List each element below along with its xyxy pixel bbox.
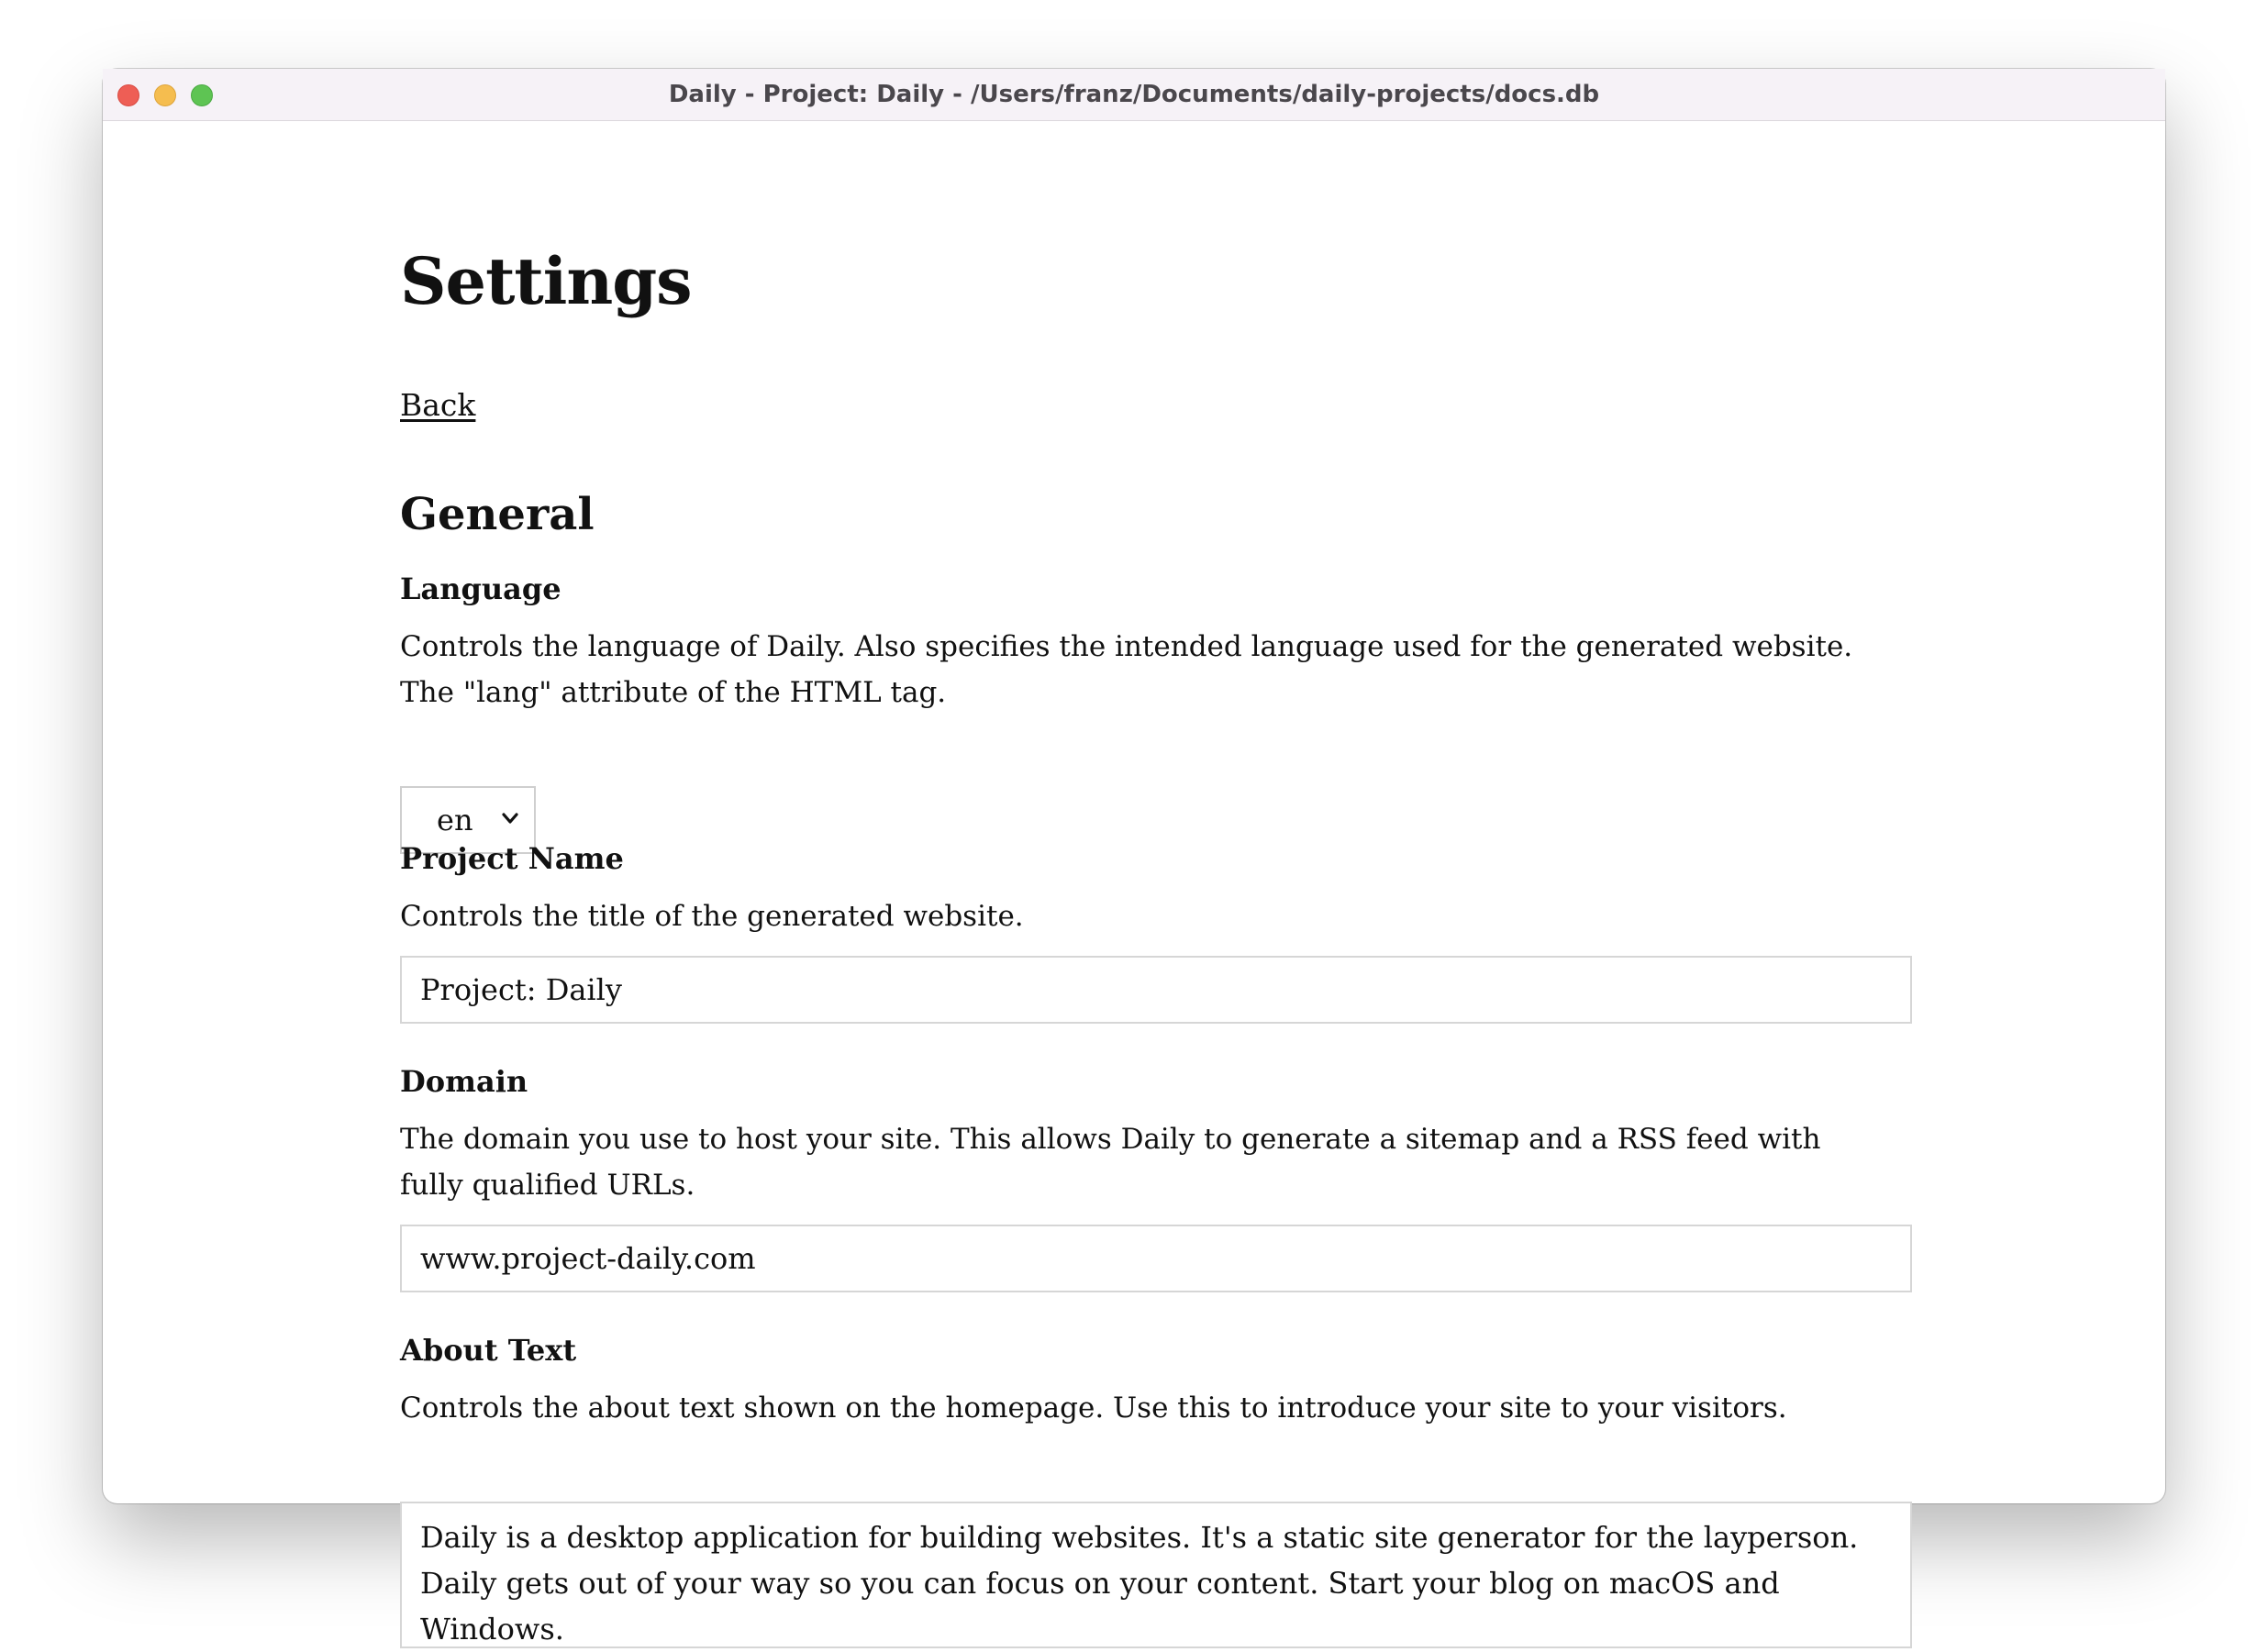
about-text-description: Controls the about text shown on the homepage. Use this to introduce your site to your visitors. <box>400 1391 1787 1425</box>
project-name-input-value: Project: Daily <box>420 972 622 1007</box>
about-text-label: About Text <box>400 1333 577 1368</box>
page-title: Settings <box>400 243 692 319</box>
section-title-general: General <box>400 489 595 540</box>
chevron-down-icon <box>499 807 521 829</box>
domain-label: Domain <box>400 1064 528 1099</box>
domain-input[interactable] <box>400 1225 1912 1292</box>
language-description: Controls the language of Daily. Also specifies the intended language used for the generated website. The "lang" attribute of the HTML tag. <box>400 630 1853 709</box>
window-title: Daily - Project: Daily - /Users/franz/Documents/daily-projects/docs.db <box>668 81 1600 108</box>
project-name-label: Project Name <box>400 841 624 876</box>
domain-description: The domain you use to host your site. This allows Daily to generate a sitemap and a RSS feed with fully qualified URLs. <box>400 1123 1821 1202</box>
settings-page <box>400 121 1912 1646</box>
language-select-value: en <box>437 803 473 837</box>
project-name-input[interactable] <box>400 956 1912 1024</box>
project-name-description: Controls the title of the generated website. <box>400 900 1024 933</box>
language-label: Language <box>400 571 561 606</box>
app-window <box>103 69 2165 1646</box>
domain-input-value: www.project-daily.com <box>420 1241 756 1276</box>
title-bar[interactable] <box>103 69 2165 121</box>
about-text-textarea[interactable]: Daily is a desktop application for building websites. It's a static site generator for the layperson. Daily gets out of your way so you can focus on your content. Start your blog on macOS and Windows. <box>400 1502 1912 1648</box>
back-link[interactable]: Back <box>400 387 476 423</box>
